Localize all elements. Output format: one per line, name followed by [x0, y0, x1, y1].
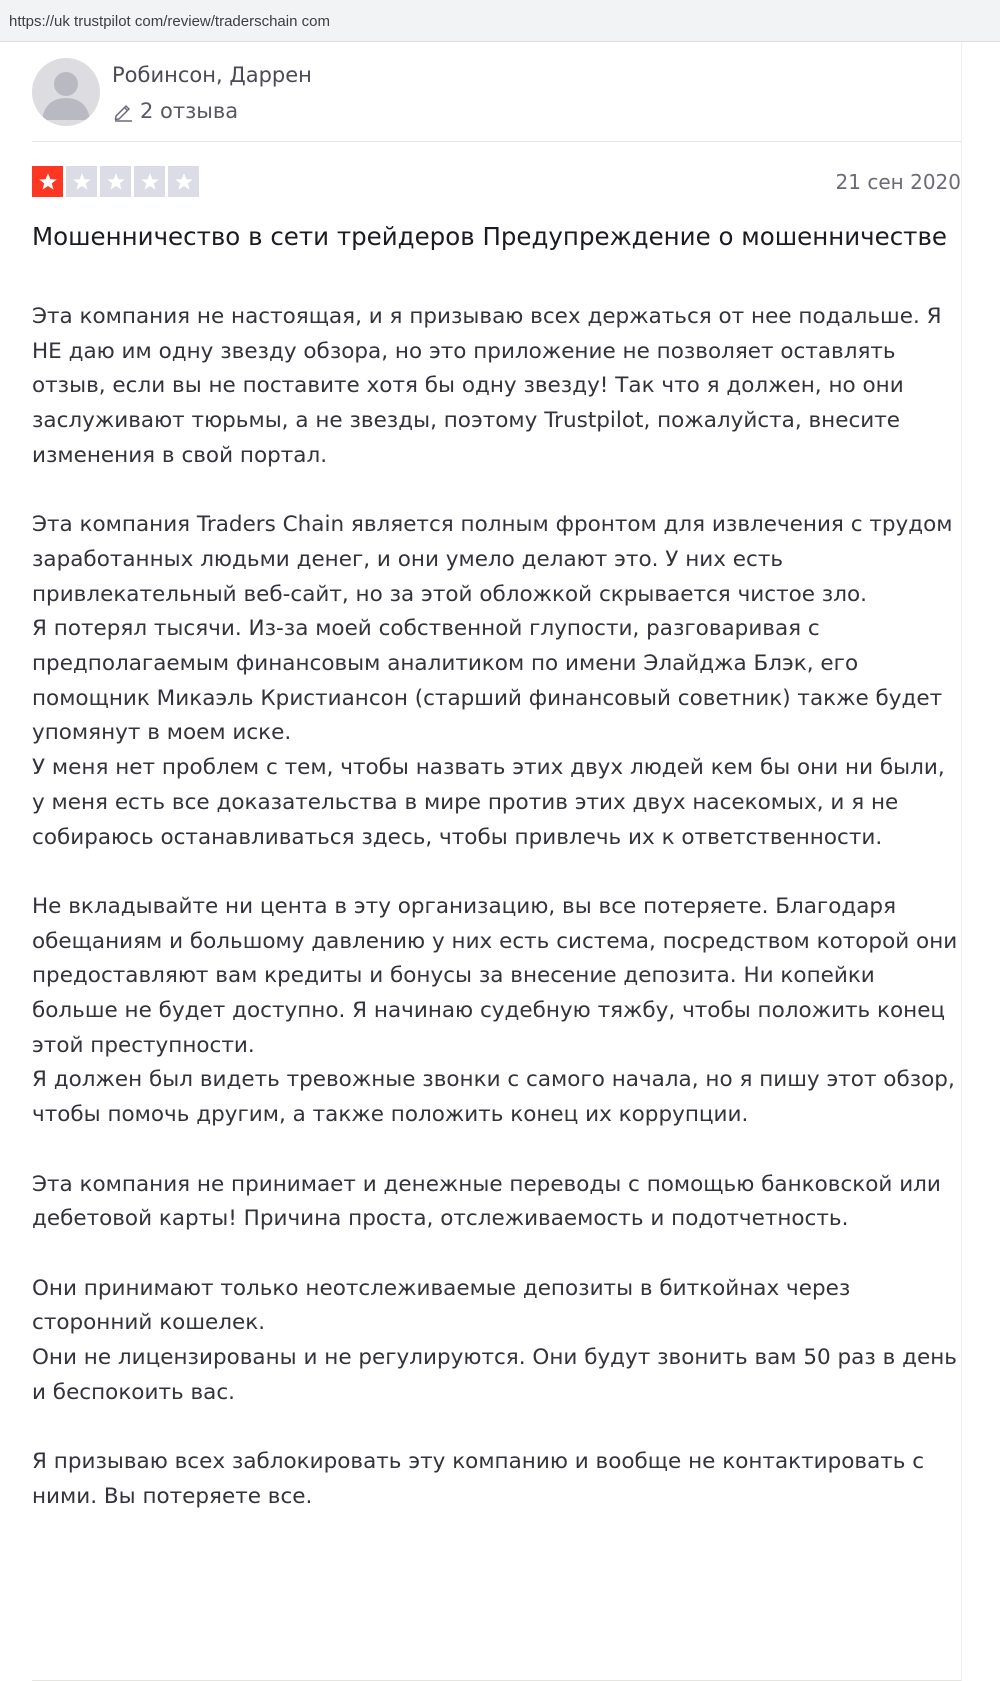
star-1-icon: [32, 166, 63, 197]
star-rating: [32, 166, 199, 197]
review-paragraph: Не вкладывайте ни цента в эту организацию, вы все потеряете. Благодаря обещаниям и большому давлению у них есть система, посредством которой они предоставляют вам кредиты и бонусы за внесение депозита. Ни копейки больше не будет доступно. Я начинаю судебную тяжбу, чтобы положить конец этой преступности. Я должен был видеть тревожные звонки с самого начала, но я пишу этот обзор, чтобы помочь другим, а также положить конец их коррупции.: [32, 893, 958, 1128]
review-paragraph: Эта компания Traders Chain является полным фронтом для извлечения с трудом заработанных людьми денег, и они умело делают это. У них есть привлекательный веб-сайт, но за этой обложкой скрывается чистое зло. Я потерял тысячи. Из-за моей собственной глупости, разговаривая с предполагаемым финансовым аналитиком по имени Элайджа Блэк, его помощник Микаэль Кристиансон (старший финансовый советник) также будет упомянут в моем иске. У меня нет проблем с тем, чтобы назвать этих двух людей кем бы они ни были, у меня есть все доказательства в мире против этих двух насекомых, и я не собираюсь останавливаться здесь, чтобы привлечь их к ответственности.: [32, 512, 953, 850]
review-card: [32, 42, 961, 1681]
user-silhouette-icon[interactable]: [32, 58, 100, 126]
url-text[interactable]: https://uk trustpilot com/review/traderschain com: [9, 13, 330, 30]
reviewer-reviews-count[interactable]: [112, 98, 238, 124]
header-divider: [32, 141, 961, 142]
review-paragraph: Они принимают только неотслеживаемые депозиты в биткойнах через сторонний кошелек. Они не лицензированы и не регулируются. Они будут звонить вам 50 раз в день и беспокоить вас.: [32, 1275, 957, 1405]
review-date: 21 сен 2020: [835, 170, 961, 194]
star-2-icon: [66, 166, 97, 197]
review-body: [32, 300, 961, 1515]
review-paragraph: Я призываю всех заблокировать эту компанию и вообще не контактировать с ними. Вы потеряете все.: [32, 1449, 925, 1509]
pencil-icon: [112, 100, 134, 122]
page-margin: [961, 42, 1000, 1681]
review-title[interactable]: Мошенничество в сети трейдеров Предупреждение о мошенничестве: [32, 222, 947, 251]
reviews-count-label: 2 отзыва: [140, 99, 239, 123]
star-3-icon: [100, 166, 131, 197]
review-paragraph: Эта компания не принимает и денежные переводы с помощью банковской или дебетовой карты! Причина проста, отслеживаемость и подотчетность.: [32, 1171, 941, 1232]
reviewer-name[interactable]: Робинсон, Даррен: [112, 63, 312, 87]
browser-address-bar[interactable]: [0, 0, 1000, 42]
star-5-icon: [168, 166, 199, 197]
star-4-icon: [134, 166, 165, 197]
review-paragraph: Эта компания не настоящая, и я призываю всех держаться от нее подальше. Я НЕ даю им одну звезду обзора, но это приложение не позволяет оставлять отзыв, если вы не поставите хотя бы одну звезду! Так что я должен, но они заслуживают тюрьмы, а не звезды, поэтому Trustpilot, пожалуйста, внесите изменения в свой портал.: [32, 304, 942, 468]
